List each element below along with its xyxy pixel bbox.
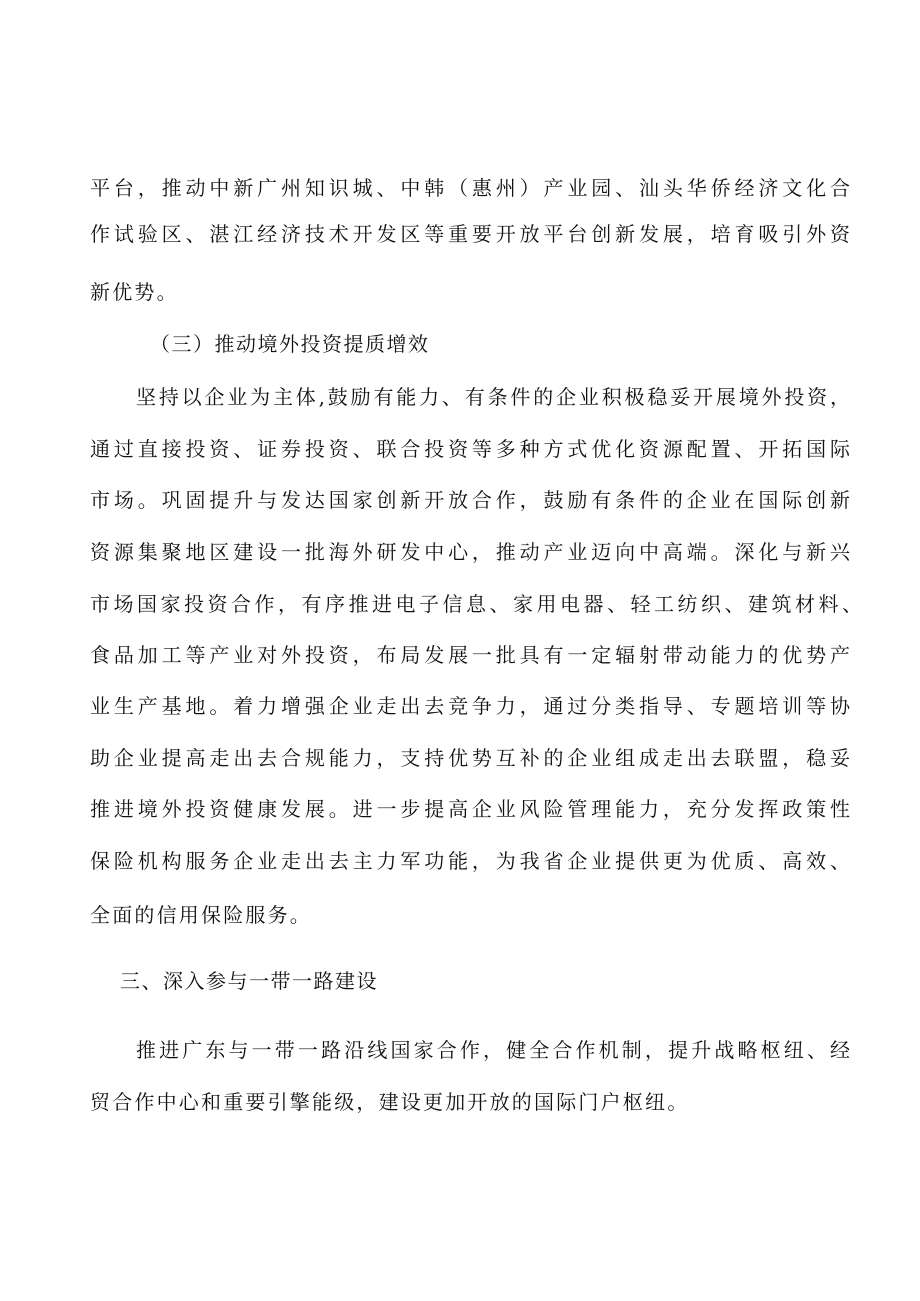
para2-line-9: 推进境外投资健康发展。进一步提高企业风险管理能力，充分发挥政策性 <box>90 797 850 821</box>
section-subheading: （三）推动境外投资提质增效 <box>150 332 430 356</box>
para2-line-1: 坚持以企业为主体,鼓励有能力、有条件的企业积极稳妥开展境外投资， <box>136 385 850 409</box>
chapter-heading: 三、深入参与一带一路建设 <box>120 969 378 993</box>
para2-line-10: 保险机构服务企业走出去主力军功能，为我省企业提供更为优质、高效、 <box>90 849 850 873</box>
para2-line-7: 业生产基地。着力增强企业走出去竞争力，通过分类指导、专题培训等协 <box>90 694 850 718</box>
para1-line-3: 新优势。 <box>90 280 179 304</box>
para2-line-8: 助企业提高走出去合规能力，支持优势互补的企业组成走出去联盟，稳妥 <box>90 746 850 770</box>
para1-line-2: 作试验区、湛江经济技术开发区等重要开放平台创新发展，培育吸引外资 <box>90 222 850 246</box>
para2-line-11: 全面的信用保险服务。 <box>90 903 312 927</box>
para2-line-5: 市场国家投资合作，有序推进电子信息、家用电器、轻工纺织、建筑材料、 <box>90 592 862 616</box>
para2-line-3: 市场。巩固提升与发达国家创新开放合作，鼓励有条件的企业在国际创新 <box>90 488 850 512</box>
para2-line-2: 通过直接投资、证券投资、联合投资等多种方式优化资源配置、开拓国际 <box>90 437 850 461</box>
para2-line-4: 资源集聚地区建设一批海外研发中心，推动产业迈向中高端。深化与新兴 <box>90 540 850 564</box>
para1-line-1: 平台，推动中新广州知识城、中韩（惠州）产业园、汕头华侨经济文化合 <box>90 176 850 200</box>
para3-line-1: 推进广东与一带一路沿线国家合作，健全合作机制，提升战略枢纽、经 <box>136 1038 850 1062</box>
para3-line-2: 贸合作中心和重要引擎能级，建设更加开放的国际门户枢纽。 <box>90 1090 690 1114</box>
para2-line-6: 食品加工等产业对外投资，布局发展一批具有一定辐射带动能力的优势产 <box>90 643 850 667</box>
